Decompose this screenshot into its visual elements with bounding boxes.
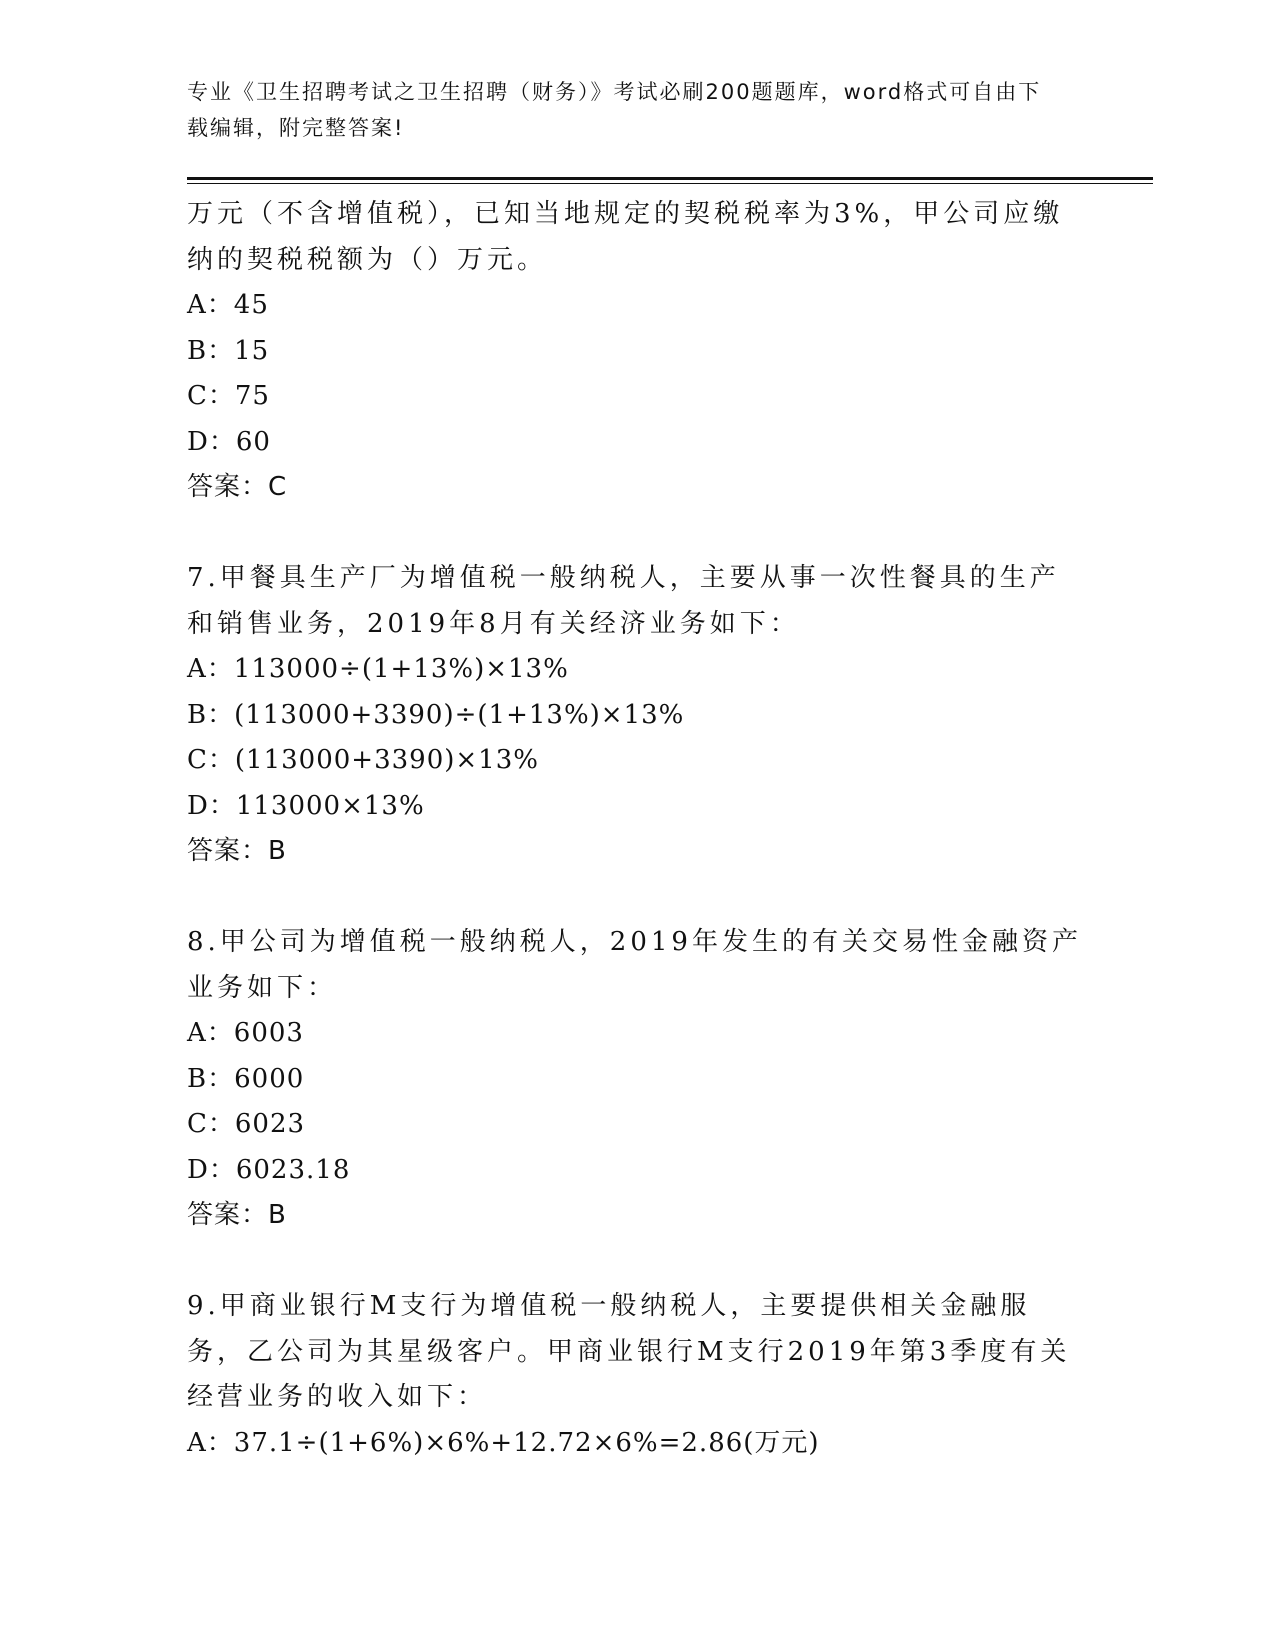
option-a: A：113000÷(1+13%)×13%: [187, 654, 569, 684]
option-b: B：15: [187, 335, 270, 366]
question-stem: 8.甲公司为增值税一般纳税人，2019年发生的有关交易性金融资产业务如下：: [187, 927, 1082, 1003]
option-d: D：113000×13%: [187, 790, 425, 821]
answer: 答案：C: [187, 472, 288, 502]
option-d: D：6023.18: [187, 1154, 351, 1185]
question-8: [187, 920, 1087, 1239]
document-header: [187, 74, 1057, 146]
document-body: [187, 192, 1087, 1466]
question-6: [187, 192, 1087, 511]
option-c: C：75: [187, 381, 270, 411]
answer: 答案：B: [187, 836, 287, 866]
question-stem: 万元（不含增值税），已知当地规定的契税税率为3%，甲公司应缴纳的契税税额为（）万元。: [187, 199, 1064, 275]
option-a: A：37.1÷(1+6%)×6%+12.72×6%=2.86(万元): [187, 1427, 820, 1458]
option-b: B：6000: [187, 1063, 305, 1094]
answer: 答案：B: [187, 1200, 287, 1230]
option-c: C：(113000+3390)×13%: [187, 745, 539, 775]
question-9: [187, 1284, 1087, 1466]
question-stem: 9.甲商业银行M支行为增值税一般纳税人，主要提供相关金融服务，乙公司为其星级客户。甲商业银行M支行2019年第3季度有关经营业务的收入如下：: [187, 1291, 1071, 1412]
header-title: 专业《卫生招聘考试之卫生招聘（财务）》考试必刷200题题库，word格式可自由下载编辑，附完整答案!: [187, 80, 1042, 140]
header-rule-thick: [187, 177, 1153, 180]
option-a: A：45: [187, 290, 269, 320]
question-7: [187, 556, 1087, 875]
option-a: A：6003: [187, 1018, 304, 1048]
option-c: C：6023: [187, 1109, 306, 1139]
option-d: D：60: [187, 426, 271, 457]
question-stem: 7.甲餐具生产厂为增值税一般纳税人，主要从事一次性餐具的生产和销售业务，2019年8月有关经济业务如下：: [187, 563, 1060, 639]
header-rule-thin: [187, 183, 1153, 184]
option-b: B：(113000+3390)÷(1+13%)×13%: [187, 699, 685, 730]
